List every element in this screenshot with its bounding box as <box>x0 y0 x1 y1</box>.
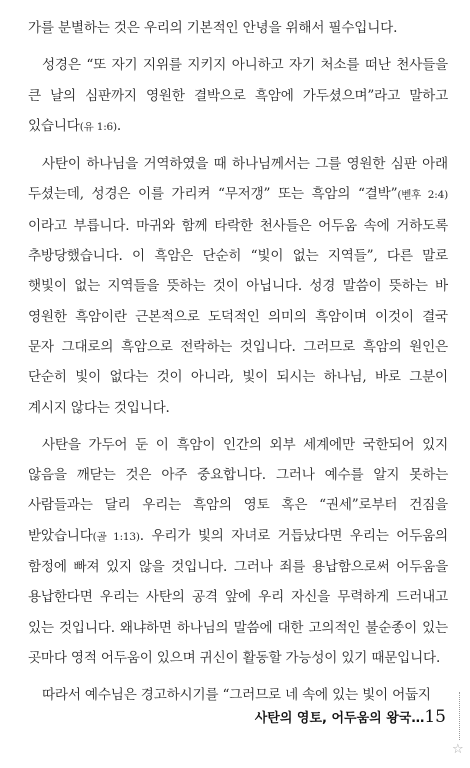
paragraph-4 <box>28 430 448 673</box>
paragraph-text: 사탄을 가두어 둔 이 흑암이 인간의 외부 세계에만 국한되어 있지 않음을 깨닫는 것은 아주 중요합니다. 그러나 예수를 알지 못하는 사람들과는 달리 우리는 흑암의 영토 혹은 “권세”로부터 건짐을 받았습니다 <box>28 436 448 544</box>
paragraph-3 <box>28 149 448 423</box>
running-footer <box>255 707 446 727</box>
bible-reference: (골 1:13) <box>92 530 140 543</box>
page-number: 15 <box>424 707 446 727</box>
paragraph-text: 따라서 예수님은 경고하시기를 “그러므로 네 속에 있는 빛이 어둡지 <box>42 687 431 704</box>
bible-reference: (유 1:6) <box>79 120 117 133</box>
paragraph-text: 사탄이 하나님을 거역하였을 때 하나님께서는 그를 영원한 심판 아래 두셨는데, 성경은 이를 가리켜 “무저갱” 또는 흑암의 “결박” <box>28 156 448 203</box>
paragraph-text: 가를 분별하는 것은 우리의 기본적인 안녕을 위해서 필수입니다. <box>28 20 398 36</box>
paragraph-1 <box>28 13 448 43</box>
paragraph-text: 성경은 “또 자기 지위를 지키지 아니하고 자기 처소를 떠난 천사들을 큰 날의 심판까지 영원한 결박으로 흑암에 가두셨으며”라고 말하고 있습니다 <box>28 57 448 134</box>
paragraph-tail: . <box>116 117 122 134</box>
paragraph-tail: . 우리가 빛의 자녀로 거듭났다면 우리는 어두움의 함정에 빠져 있지 않을 것입니다. 그러나 죄를 용납함으로써 어두움을 용납한다면 우리는 사탄의 공격 앞에 우리 자신을 무력하게 드러내고 있는 것입니다. 왜냐하면 하나님의 말씀에 대한 고의적인 불순종이 있는 곳마다 영적 어두움이 있으며 귀신이 활동할 가능성이 있기 때문입니다. <box>28 527 448 666</box>
paragraph-tail: 이라고 부릅니다. 마귀와 함께 타락한 천사들은 어두움 속에 거하도록 추방당했습니다. 이 흑암은 단순히 “빛이 없는 지역들”, 다른 말로 햇빛이 없는 지역들을 뜻하는 것이 아닙니다. 성경 말씀이 뜻하는 바 영원한 흑암이란 근본적으로 도덕적인 의미의 흑암이며 이것이 결국 문자 그대로의 흑암으로 전락하는 것입니다. 그러므로 흑암의 원인은 단순히 빛이 없다는 것이 아니라, 빛이 되시는 하나님, 바로 그분이 계시지 않다는 것입니다. <box>28 217 448 416</box>
chapter-title: 사탄의 영토, 어두움의 왕국 <box>254 711 412 726</box>
star-icon: ☆ <box>452 742 464 757</box>
paragraph-5 <box>28 680 448 710</box>
footer-separator: … <box>411 711 425 726</box>
margin-dotted-line <box>459 692 460 740</box>
page-body <box>28 13 448 718</box>
paragraph-2 <box>28 50 448 142</box>
bible-reference: (벧후 2:4) <box>397 189 448 202</box>
